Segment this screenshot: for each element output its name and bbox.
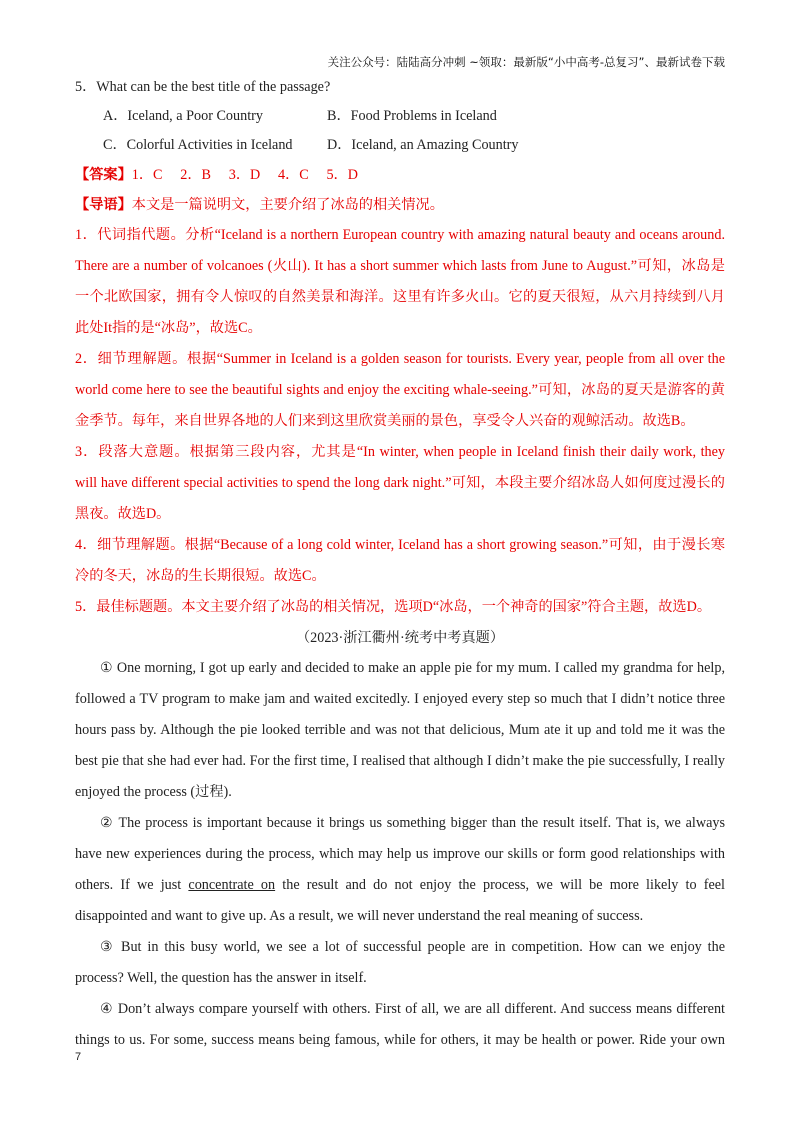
passage-text: others. If we just — [75, 877, 189, 893]
explanation — [75, 220, 725, 623]
explanation-line: 4．细节理解题。根据“Because of a long cold winter, Iceland has a short growing season.”可知，由于漫长寒 — [75, 537, 725, 553]
explanation-line: will have different special activities to spend the long dark night.”可知，本段主要介绍冰岛人如何度过漫长的 — [75, 475, 725, 491]
passage-line: hours pass by. Although the pie looked terrible and was not that delicious, Mum ate it up and told me it was the — [75, 722, 725, 738]
guide-text: 本文是一篇说明文，主要介绍了冰岛的相关情况。 — [131, 197, 444, 213]
explanation-line: 此处It指的是“冰岛”，故选C。 — [75, 320, 262, 336]
passage — [75, 653, 725, 1056]
option-a: A．Iceland, a Poor Country — [103, 108, 263, 124]
passage-line: things to us. For some, success means being famous, while for others, it may be health or power. Ride your own — [75, 1032, 725, 1048]
option-b: B．Food Problems in Iceland — [327, 108, 497, 124]
explanation-line: 2．细节理解题。根据“Summer in Iceland is a golden season for tourists. Every year, people from all over the — [75, 351, 725, 367]
explanation-line: 黑夜。故选D。 — [75, 506, 171, 522]
explanation-line: 1．代词指代题。分析“Iceland is a northern European country with amazing natural beauty and oceans around. — [75, 227, 725, 243]
passage-text: the result and do not enjoy the process, we will be more likely to feel — [282, 877, 726, 893]
source-citation: （2023·浙江衢州·统考中考真题） — [295, 630, 505, 646]
passage-line: best pie that she had ever had. For the first time, I realised that although I didn’t make the pie successfully, I really — [75, 753, 725, 769]
guide-line — [75, 190, 725, 220]
passage-line: ③ But in this busy world, we see a lot of successful people are in competition. How can we enjoy the — [100, 939, 725, 955]
options-row-2 — [75, 131, 725, 160]
passage-line: enjoyed the process (过程). — [75, 784, 232, 800]
passage-line: ① One morning, I got up early and decided to make an apple pie for my mum. I called my grandma for help, — [100, 660, 725, 676]
answer-label: 【答案】 — [75, 167, 132, 183]
explanation-line: 冷的冬天，冰岛的生长期很短。故选C。 — [75, 568, 326, 584]
passage-line: ② The process is important because it brings us something bigger than the result itself. That is, we always — [100, 815, 725, 831]
answer-text: 1．C 2．B 3．D 4．C 5．D — [131, 167, 358, 183]
guide-label: 【导语】 — [75, 197, 132, 213]
passage-line: have new experiences during the process, which may help us improve our skills or form good relationships with — [75, 846, 725, 862]
document-body — [75, 72, 725, 1056]
options-row-1 — [75, 102, 725, 131]
passage-line: process? Well, the question has the answer in itself. — [75, 970, 367, 986]
page-number: 7 — [75, 1051, 82, 1063]
explanation-line: 3．段落大意题。根据第三段内容，尤其是“In winter, when people in Iceland finish their daily work, they — [75, 444, 725, 460]
explanation-line: There are a number of volcanoes (火山). It has a short summer which lasts from June to August.”可知，冰岛是 — [75, 258, 725, 274]
option-c: C．Colorful Activities in Iceland — [103, 137, 293, 153]
explanation-line: 一个北欧国家，拥有令人惊叹的自然美景和海洋。这里有许多火山。它的夏天很短，从六月持续到八月 — [75, 289, 725, 305]
passage-line: disappointed and want to give up. As a result, we will never understand the real meaning of success. — [75, 908, 644, 924]
passage-line: ④ Don’t always compare yourself with others. First of all, we are all different. And success means different — [100, 1001, 725, 1017]
option-d: D．Iceland, an Amazing Country — [327, 137, 519, 153]
question-5-stem: 5．What can be the best title of the passage? — [75, 79, 331, 95]
passage-line — [75, 870, 725, 901]
explanation-line: world come here to see the beautiful sights and enjoy the exciting whale-seeing.”可知，冰岛的夏天是游客的黄 — [75, 382, 725, 398]
page-header: 关注公众号：陆陆高分冲刺 ~领取：最新版“小中高考-总复习”、最新试卷下载 — [327, 55, 725, 69]
answer-line — [75, 160, 725, 190]
underlined-phrase: concentrate on — [188, 877, 276, 893]
explanation-line: 金季节。每年，来自世界各地的人们来到这里欣赏美丽的景色，享受令人兴奋的观鲸活动。故选B。 — [75, 413, 695, 429]
explanation-line: 5．最佳标题题。本文主要介绍了冰岛的相关情况，选项D“冰岛，一个神奇的国家”符合主题，故选D。 — [75, 599, 712, 615]
passage-line: followed a TV program to make jam and waited excitedly. I enjoyed every step so much that I didn’t notice three — [75, 691, 725, 707]
